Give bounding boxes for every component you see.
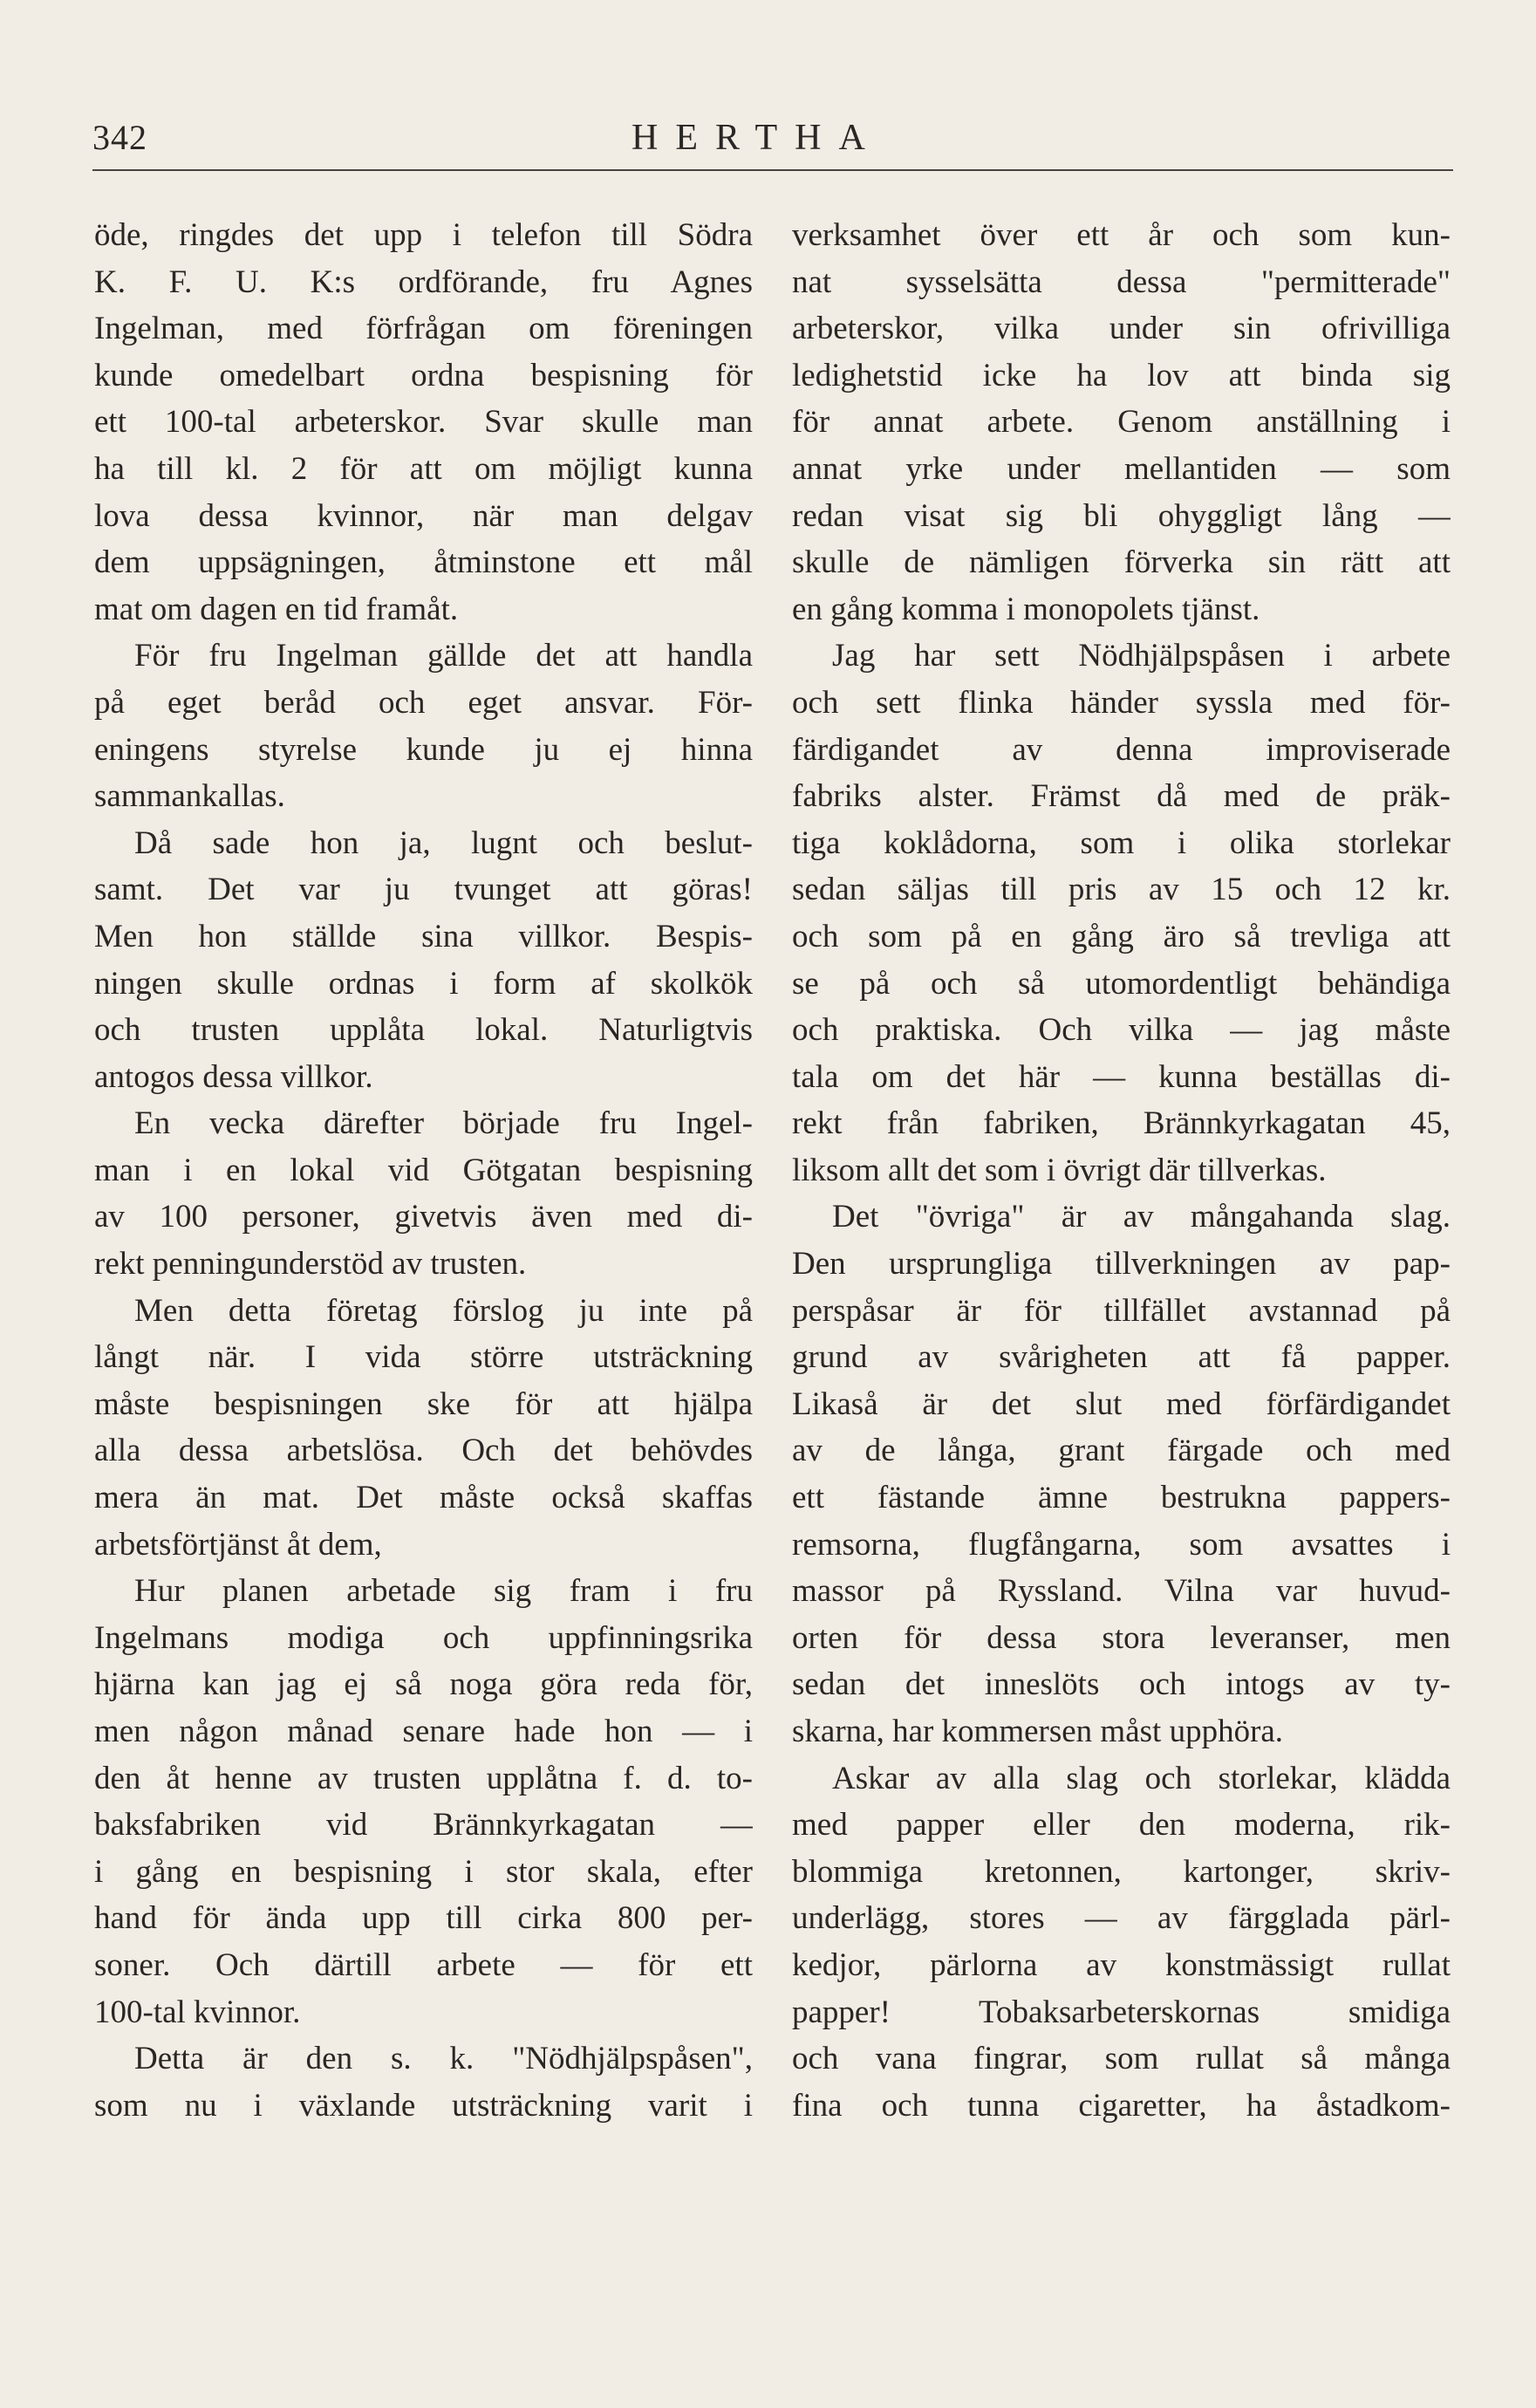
text-line: tiga koklådorna, som i olika storlekar [792,824,1451,861]
text-line: eningens styrelse kunde ju ej hinna [94,731,753,768]
text-line: perspåsar är för tillfället avstannad på [792,1292,1451,1329]
text-line: Askar av alla slag och storlekar, klädda [832,1760,1451,1796]
text-line: En vecka därefter började fru Ingel- [134,1105,753,1142]
text-line: grund av svårigheten att få papper. [792,1339,1451,1376]
text-line: papper! Tobaksarbeterskornas smidiga [792,1994,1451,2030]
text-line: men någon månad senare hade hon — i [94,1714,753,1749]
text-line: nat sysselsätta dessa "permitterade" [792,263,1451,300]
text-line: se på och så utomordentligt behändiga [792,965,1451,1002]
page-number: 342 [92,118,147,157]
text-line: sedan säljas till pris av 15 och 12 kr. [792,872,1451,908]
text-line: och vana fingrar, som rullat så många [792,2041,1451,2077]
text-line: av 100 personer, givetvis även med di- [94,1199,753,1235]
text-line: tala om det här — kunna beställas di- [792,1058,1451,1095]
text-line: ha till kl. 2 för att om möjligt kunna [94,450,753,487]
text-line: Men hon ställde sina villkor. Bespis- [94,918,753,954]
text-line: soner. Och därtill arbete — för ett [94,1946,753,1983]
text-line: Detta är den s. k. "Nödhjälpspåsen", [134,2041,753,2077]
journal-title: HERTHA [631,118,883,158]
text-line: ett 100-tal arbeterskor. Svar skulle man [94,404,753,441]
text-line: i gång en bespisning i stor skala, efter [94,1853,753,1890]
text-line: av de långa, grant färgade och med [792,1433,1451,1469]
text-line: antogos dessa villkor. [94,1058,373,1095]
right-column [792,212,1451,2129]
running-head [92,112,1453,164]
text-line: hand för ända upp till cirka 800 per- [94,1900,753,1937]
text-line: Likaså är det slut med förfärdigandet [792,1385,1451,1422]
text-line: ningen skulle ordnas i form af skolkök [94,965,753,1002]
text-line: mera än mat. Det måste också skaffas [94,1480,753,1516]
text-line: arbeterskor, vilka under sin ofrivilliga [792,311,1451,347]
text-line: långt när. I vida större utsträckning [94,1339,753,1376]
text-line: skarna, har kommersen måst upphöra. [792,1714,1284,1749]
text-line: baksfabriken vid Brännkyrkagatan — [94,1807,753,1844]
text-line: underlägg, stores — av färgglada pärl- [792,1900,1451,1937]
text-line: För fru Ingelman gällde det att handla [134,638,753,674]
text-line: Då sade hon ja, lugnt och beslut- [134,824,753,861]
text-line: 100-tal kvinnor. [94,1994,301,2030]
text-line: massor på Ryssland. Vilna var huvud- [792,1573,1451,1610]
text-line: med papper eller den moderna, rik- [792,1807,1451,1844]
text-line: och sett flinka händer syssla med för- [792,684,1451,721]
text-line: Den ursprungliga tillverkningen av pap- [792,1246,1451,1283]
text-line: verksamhet över ett år och som kun- [792,217,1451,253]
text-line: hjärna kan jag ej så noga göra reda för, [94,1666,753,1703]
text-line: kunde omedelbart ordna bespisning för [94,357,753,393]
text-line: liksom allt det som i övrigt där tillverkas. [792,1152,1327,1188]
text-line: rekt från fabriken, Brännkyrkagatan 45, [792,1105,1451,1142]
text-line: kedjor, pärlorna av konstmässigt rullat [792,1946,1451,1983]
text-line: fina och tunna cigaretter, ha åstadkom- [792,2087,1451,2124]
text-line: ledighetstid icke ha lov att binda sig [792,357,1451,393]
text-line: redan visat sig bli ohyggligt lång — [792,497,1451,534]
text-line: arbetsförtjänst åt dem, [94,1526,382,1563]
text-line: blommiga kretonnen, kartonger, skriv- [792,1853,1451,1890]
header-rule [92,169,1453,171]
text-line: mat om dagen en tid framåt. [94,591,459,627]
text-line: orten för dessa stora leveranser, men [792,1619,1451,1656]
text-line: remsorna, flugfångarna, som avsattes i [792,1526,1451,1563]
text-line: annat yrke under mellantiden — som [792,450,1451,487]
text-line: rekt penningunderstöd av trusten. [94,1246,527,1283]
text-line: måste bespisningen ske för att hjälpa [94,1385,753,1422]
text-line: dem uppsägningen, åtminstone ett mål [94,544,753,581]
text-line: en gång komma i monopolets tjänst. [792,591,1260,627]
text-line: färdigandet av denna improviserade [792,731,1451,768]
text-line: på eget beråd och eget ansvar. För- [94,684,753,721]
text-line: Det "övriga" är av mångahanda slag. [832,1199,1451,1235]
text-line: skulle de nämligen förverka sin rätt att [792,544,1451,581]
text-line: och trusten upplåta lokal. Naturligtvis [94,1012,753,1049]
text-line: öde, ringdes det upp i telefon till Södra [94,217,753,253]
text-line: samt. Det var ju tvunget att göras! [94,872,753,908]
text-line: Ingelmans modiga och uppfinningsrika [94,1619,753,1656]
text-line: ett fästande ämne bestrukna pappers- [792,1480,1451,1516]
text-line: sedan det inneslöts och intogs av ty- [792,1666,1451,1703]
text-line: K. F. U. K:s ordförande, fru Agnes [94,263,753,300]
text-line: fabriks alster. Främst då med de präk- [792,778,1451,815]
text-line: lova dessa kvinnor, när man delgav [94,497,753,534]
text-line: och som på en gång äro så trevliga att [792,918,1451,954]
text-line: Jag har sett Nödhjälpspåsen i arbete [832,638,1451,674]
text-line: den åt henne av trusten upplåtna f. d. to- [94,1760,753,1796]
text-line: man i en lokal vid Götgatan bespisning [94,1152,753,1188]
text-line: Men detta företag förslog ju inte på [134,1292,753,1329]
text-line: Ingelman, med förfrågan om föreningen [94,311,753,347]
text-line: alla dessa arbetslösa. Och det behövdes [94,1433,753,1469]
text-line: sammankallas. [94,778,285,815]
text-line: och praktiska. Och vilka — jag måste [792,1012,1451,1049]
left-column [94,212,753,2129]
text-line: för annat arbete. Genom anställning i [792,404,1451,441]
text-line: Hur planen arbetade sig fram i fru [134,1573,753,1610]
text-line: som nu i växlande utsträckning varit i [94,2087,753,2124]
